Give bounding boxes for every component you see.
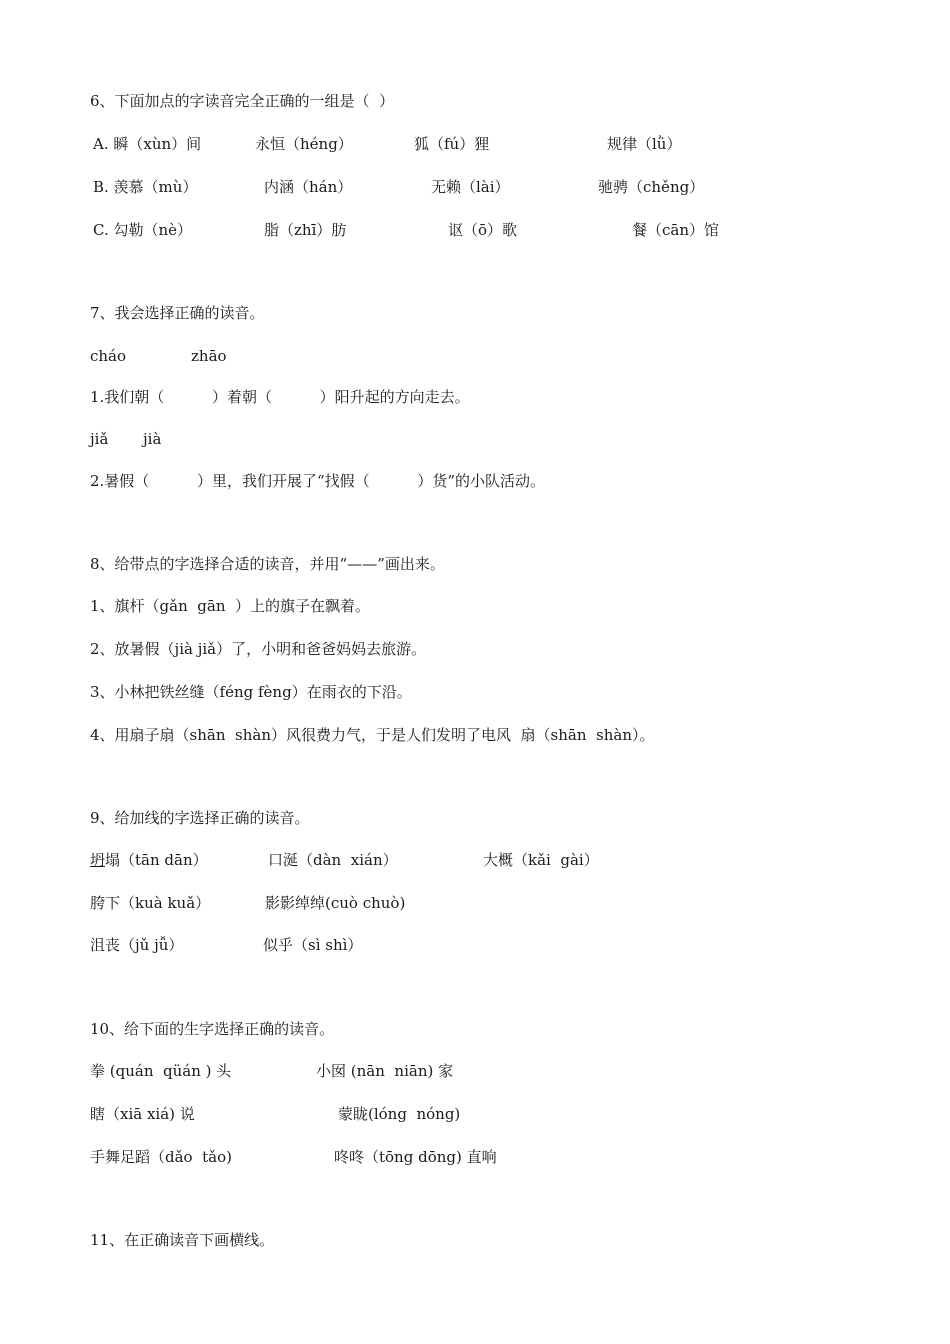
q6-a-item-4: 规律（lǜ） [607, 135, 682, 153]
q7-pinyin-1a: cháo [90, 347, 127, 365]
q7-sentence-1: 1.我们朝（ ）着朝（ ）阳升起的方向走去。 [90, 388, 470, 406]
q8-item-1: 1、旗杆（gǎn gān ）上的旗子在飘着。 [90, 597, 371, 615]
q9-title: 9、给加线的字选择正确的读音。 [90, 809, 310, 827]
q8-item-3: 3、小林把铁丝缝（féng fèng）在雨衣的下沿。 [90, 683, 412, 701]
q8-item-4: 4、用扇子扇（shān shàn）风很费力气，于是人们发明了电风 扇（shān shàn）。 [90, 726, 655, 744]
q6-b-item-1: B. 羡慕（mù） [93, 178, 198, 196]
q6-title: 6、下面加点的字读音完全正确的一组是（ ） [90, 92, 395, 110]
q9-row2-item1: 胯下（kuà kuǎ） [90, 894, 211, 912]
q9-row1-item3: 大概（kǎi gài） [483, 851, 599, 869]
q6-b-item-3: 无赖（lài） [431, 178, 510, 196]
q7-title: 7、我会选择正确的读音。 [90, 304, 265, 322]
q11-title: 11、在正确读音下画横线。 [90, 1231, 275, 1249]
q9-row1-item1-rest: 塌（tān dān） [105, 851, 208, 869]
q9-underlined-char: 坍 [90, 851, 106, 869]
q10-title: 10、给下面的生字选择正确的读音。 [90, 1020, 335, 1038]
q6-c-item-3: 讴（ō）歌 [448, 221, 518, 239]
q10-row2-item2: 蒙眬(lóng nóng) [338, 1105, 461, 1123]
q10-row3-item2: 咚咚（tōng dōng) 直响 [334, 1148, 497, 1166]
q8-title: 8、给带点的字选择合适的读音，并用“——”画出来。 [90, 555, 445, 573]
q9-row1-item1 [90, 850, 208, 870]
q9-row2-item2: 影影绰绰(cuò chuò) [265, 894, 406, 912]
q9-row3-item1: 沮丧（jǔ jǚ） [90, 936, 184, 954]
q6-c-item-1: C. 勾勒（nè） [93, 221, 193, 239]
q8-item-2: 2、放暑假（jià jiǎ）了，小明和爸爸妈妈去旅游。 [90, 640, 427, 658]
q6-c-item-2: 脂（zhī）肪 [264, 221, 347, 239]
q6-b-item-4: 驰骋（chěng） [598, 178, 705, 196]
q9-row3-item2: 似乎（sì shì） [263, 936, 363, 954]
q7-sentence-2: 2.暑假（ ）里，我们开展了“找假（ ）货”的小队活动。 [90, 472, 546, 490]
q6-a-item-1: A. 瞬（xùn）间 [93, 135, 202, 153]
q6-b-item-2: 内涵（hán） [264, 178, 353, 196]
q7-pinyin-1b: zhāo [191, 347, 227, 365]
q10-row3-item1: 手舞足蹈（dǎo tǎo) [90, 1148, 232, 1166]
q7-pinyin-2a: jiǎ [90, 430, 109, 448]
q6-a-item-3: 狐（fú）狸 [414, 135, 490, 153]
q6-c-item-4: 餐（cān）馆 [632, 221, 720, 239]
q7-pinyin-2b: jià [143, 430, 162, 448]
q6-a-item-2: 永恒（héng） [255, 135, 353, 153]
q10-row2-item1: 瞎（xiā xiá) 说 [90, 1105, 195, 1123]
q9-row1-item2: 口涎（dàn xián） [268, 851, 398, 869]
q10-row1-item1: 拳 (quán qüán ) 头 [90, 1062, 232, 1080]
q10-row1-item2: 小囡 (nān niān) 家 [316, 1062, 454, 1080]
